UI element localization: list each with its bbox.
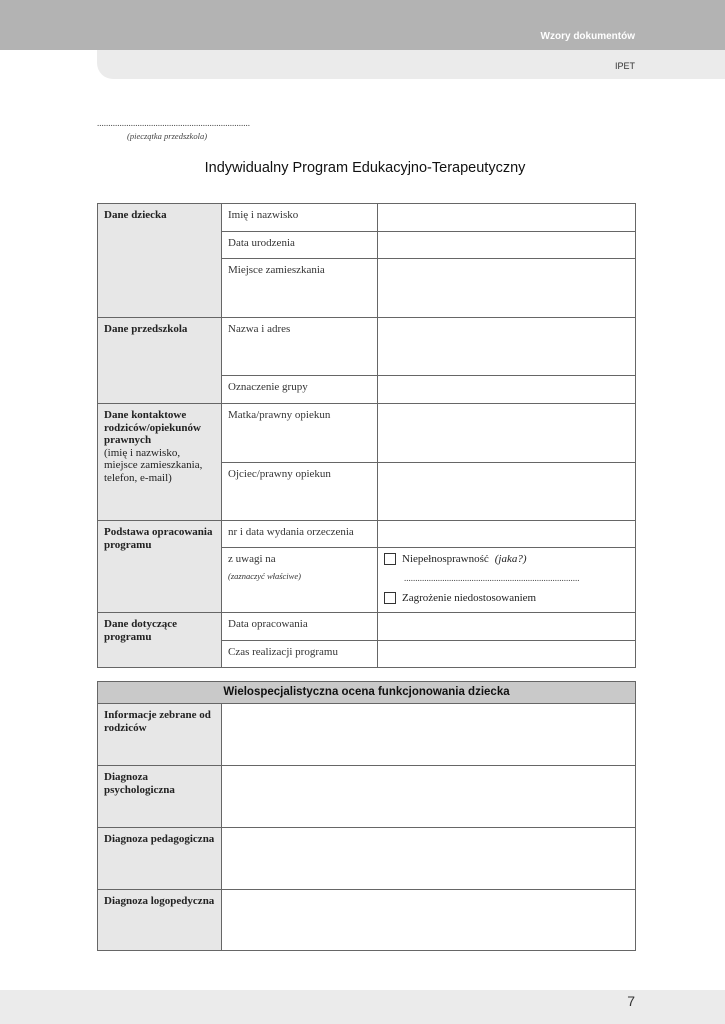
maladjustment-option[interactable] [384, 592, 629, 604]
psych-diagnosis-label: Diagnoza psychologiczna [98, 766, 222, 828]
program-date-label: Data opracowania [222, 613, 378, 641]
parents-info-label: Informacje zebrane od rodziców [98, 704, 222, 766]
page-number: 7 [627, 993, 635, 1009]
maladjustment-checkbox[interactable] [384, 592, 396, 604]
group-field[interactable] [378, 376, 636, 404]
stamp-dotted-line: .................................................................... [97, 118, 250, 128]
child-residence-label: Miejsce zamieszkania [222, 259, 378, 318]
because-label: z uwagi na [228, 553, 276, 565]
info-table [97, 203, 636, 668]
child-data-label: Dane dziecka [98, 204, 222, 318]
footer-bar [0, 990, 725, 1024]
sub-header-bar [97, 50, 725, 79]
preschool-name-field[interactable] [378, 318, 636, 376]
subsection-title: IPET [614, 61, 635, 71]
pedagogical-diagnosis-field[interactable] [222, 828, 636, 890]
disability-label: Niepełnosprawność [402, 553, 489, 565]
father-label: Ojciec/prawny opiekun [222, 463, 378, 521]
because-hint: (zaznaczyć właściwe) [228, 571, 301, 581]
stamp-caption: (pieczątka przedszkola) [127, 131, 208, 141]
section-title: Wzory dokumentów [540, 31, 635, 42]
mother-field[interactable] [378, 404, 636, 463]
program-date-field[interactable] [378, 613, 636, 641]
preschool-name-label: Nazwa i adres [222, 318, 378, 376]
decision-field[interactable] [378, 521, 636, 548]
assessment-table [97, 681, 636, 951]
program-basis-label: Podstawa opracowania programu [98, 521, 222, 613]
child-birth-field[interactable] [378, 232, 636, 259]
contact-label-note: (imię i nazwisko, miejsce zamieszkania, telefon, e-mail) [104, 446, 203, 484]
decision-label: nr i data wydania orzeczenia [222, 521, 378, 548]
child-name-field[interactable] [378, 204, 636, 232]
contact-label-bold: Dane kontaktowe rodziców/opiekunów prawnych [104, 409, 201, 446]
speech-diagnosis-field[interactable] [222, 890, 636, 951]
maladjustment-label: Zagrożenie niedostosowaniem [402, 592, 537, 604]
disability-option[interactable] [384, 553, 629, 565]
assessment-header: Wielospecjalistyczna ocena funkcjonowania dziecka [98, 682, 636, 704]
child-residence-field[interactable] [378, 259, 636, 318]
program-duration-field[interactable] [378, 641, 636, 668]
because-cell [222, 548, 378, 613]
parents-info-field[interactable] [222, 704, 636, 766]
child-birth-label: Data urodzenia [222, 232, 378, 259]
pedagogical-diagnosis-label: Diagnoza pedagogiczna [98, 828, 222, 890]
document-title: Indywidualny Program Edukacyjno-Terapeutyczny [204, 160, 526, 176]
mother-label: Matka/prawny opiekun [222, 404, 378, 463]
child-name-label: Imię i nazwisko [222, 204, 378, 232]
disability-checkbox[interactable] [384, 553, 396, 565]
preschool-data-label: Dane przedszkola [98, 318, 222, 404]
program-data-label: Dane dotyczące programu [98, 613, 222, 668]
program-duration-label: Czas realizacji programu [222, 641, 378, 668]
disability-suffix: (jaka?) [494, 553, 527, 565]
speech-diagnosis-label: Diagnoza logopedyczna [98, 890, 222, 951]
psych-diagnosis-field[interactable] [222, 766, 636, 828]
contact-data-label [98, 404, 222, 521]
disability-dotted-line: .............................................................................. [404, 573, 580, 583]
because-options [378, 548, 636, 613]
group-label: Oznaczenie grupy [222, 376, 378, 404]
top-header-bar [0, 0, 725, 50]
father-field[interactable] [378, 463, 636, 521]
